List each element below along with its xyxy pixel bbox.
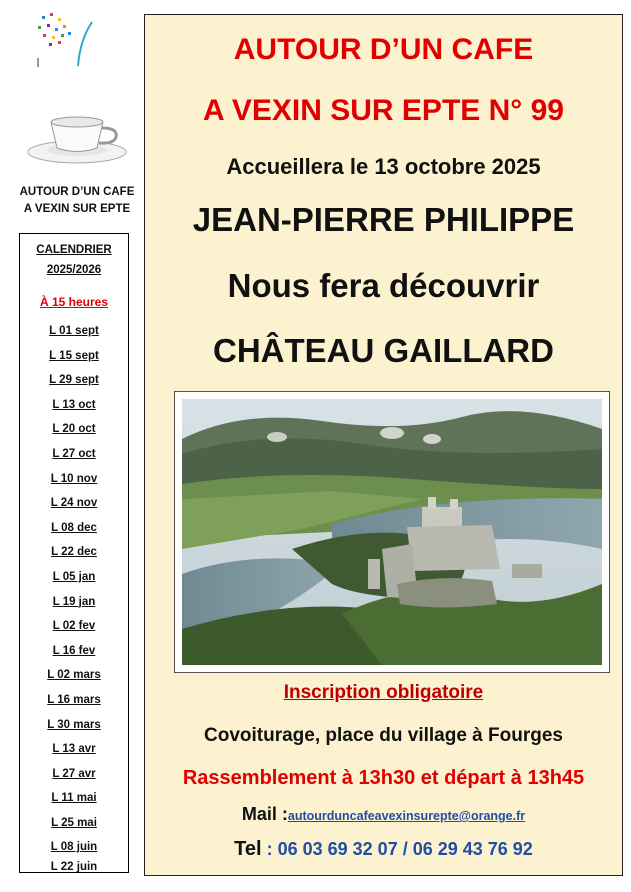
tel-line (145, 838, 622, 861)
poster-subtitle: Nous fera découvrir (227, 267, 540, 304)
calendar-date: L 08 juin (50, 841, 98, 854)
calendar-date: L 11 mai (51, 792, 97, 805)
calendar-date: L 27 oct (52, 447, 96, 460)
calendar-dates (20, 319, 128, 873)
poster-topic: CHÂTEAU GAILLARD (213, 332, 554, 369)
poster-date-line: Accueillera le 13 octobre 2025 (226, 154, 541, 179)
calendar-date: L 01 sept (49, 325, 99, 337)
calendar-date: L 05 jan (52, 570, 96, 583)
calendar-date: L 08 dec (51, 521, 97, 534)
sidebar-title (8, 184, 146, 218)
poster-title-line2: A VEXIN SUR EPTE N° 99 (203, 94, 564, 127)
tel-numbers: 06 03 69 32 07 / 06 29 43 76 92 (277, 839, 533, 859)
sidebar-title-line: AUTOUR D’UN CAFE (19, 186, 135, 198)
confetti-logo-icon (30, 10, 100, 70)
calendar-date: L 20 oct (52, 423, 96, 436)
calendar-date: L 15 sept (49, 349, 99, 362)
calendar-box (19, 233, 129, 873)
calendar-title-line: CALENDRIER (36, 244, 112, 256)
rassemblement-info: Rassemblement à 13h30 et départ à 13h45 (182, 767, 585, 789)
inscription-notice: Inscription obligatoire (283, 682, 484, 703)
poster-title-line1: AUTOUR D’UN CAFE (233, 33, 534, 66)
tel-label: Tel (234, 838, 262, 860)
calendar-time: À 15 heures (39, 295, 109, 309)
calendar-date: L 13 avr (52, 743, 96, 756)
calendar-date: L 25 mai (51, 816, 97, 829)
calendar-date: L 02 mars (47, 669, 101, 682)
poster-panel (144, 14, 623, 876)
tel-separator: : (261, 839, 278, 859)
coffee-cup-icon (26, 112, 128, 170)
calendar-date: L 22 juin (50, 861, 98, 873)
calendar-date: L 27 avr (52, 767, 96, 780)
calendar-date: L 10 nov (50, 472, 98, 485)
calendar-date: L 24 nov (50, 497, 98, 510)
calendar-date: L 16 fev (52, 644, 96, 657)
calendar-title-line: 2025/2026 (46, 264, 102, 276)
poster-speaker: JEAN-PIERRE PHILIPPE (192, 201, 575, 238)
sidebar-title-line: A VEXIN SUR EPTE (23, 203, 131, 215)
covoiturage-info: Covoiturage, place du village à Fourges (204, 725, 563, 746)
photo-frame (174, 391, 610, 673)
calendar-date: L 13 oct (52, 398, 96, 411)
mail-link[interactable]: autourduncafeavexinsurepte@orange.fr (287, 809, 526, 823)
mail-line (145, 804, 622, 825)
calendar-date: L 19 jan (52, 595, 96, 608)
calendar-date: L 16 mars (47, 693, 101, 706)
chateau-gaillard-photo (182, 399, 602, 665)
calendar-title (20, 240, 128, 280)
calendar-date: L 29 sept (49, 374, 99, 387)
mail-label: Mail : (241, 804, 288, 824)
calendar-date: L 22 dec (51, 546, 97, 559)
calendar-date: L 02 fev (52, 620, 96, 633)
calendar-date: L 30 mars (47, 718, 101, 731)
